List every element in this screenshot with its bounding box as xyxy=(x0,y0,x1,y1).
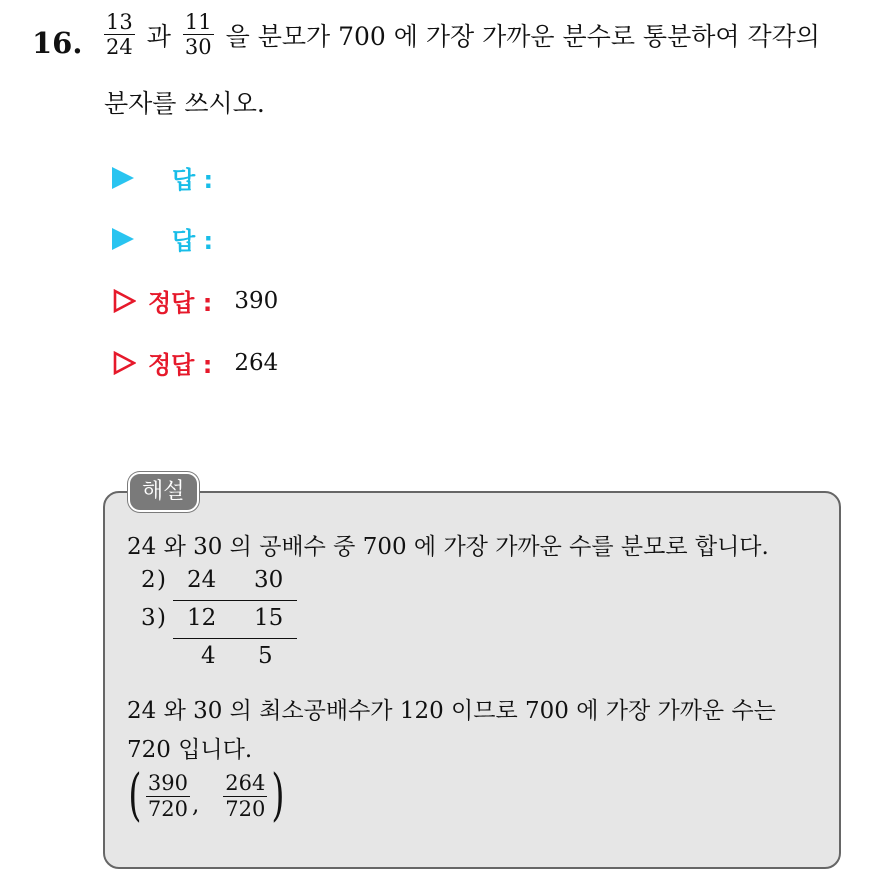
explanation-tag: 해설 xyxy=(128,472,199,512)
ladder-value: 15 xyxy=(254,605,284,631)
correct-label: 정답 : xyxy=(148,351,213,379)
explanation-line-2: 24 와 30 의 최소공배수가 120 이므로 700 에 가장 가까운 수는 xyxy=(127,698,776,724)
correct-value: 390 xyxy=(234,287,279,314)
outline-triangle-icon xyxy=(112,289,136,313)
ladder-divisor: 3 xyxy=(141,605,156,631)
answer-label: 답 : xyxy=(172,166,214,194)
fraction-numerator: 13 xyxy=(106,10,133,34)
fraction-11-30 xyxy=(183,10,214,59)
ladder-value: 24 xyxy=(187,567,217,593)
correct-label: 정답 : xyxy=(148,289,213,317)
fraction-denominator: 720 xyxy=(147,796,188,821)
ladder-divisor: 2 xyxy=(141,567,156,593)
correct-answer-row-2 xyxy=(112,345,278,380)
fraction-numerator: 11 xyxy=(184,10,212,34)
result-fractions xyxy=(124,763,289,828)
ladder-value: 5 xyxy=(258,643,273,669)
fraction-numerator: 264 xyxy=(225,771,266,796)
left-parenthesis: ( xyxy=(128,763,142,828)
play-triangle-icon xyxy=(112,167,134,189)
fraction-denominator: 30 xyxy=(184,35,212,60)
ladder-value: 4 xyxy=(201,643,216,669)
ladder-bracket: ) xyxy=(157,567,166,593)
connector-text: 과 xyxy=(146,21,171,51)
explanation-line-3: 720 입니다. xyxy=(127,737,253,763)
result-fraction-1 xyxy=(146,771,190,820)
question-line-1 xyxy=(104,10,820,59)
answer-row-1 xyxy=(112,160,213,195)
fraction-13-24 xyxy=(104,10,135,59)
correct-answer-row-1 xyxy=(112,283,278,318)
comma: , xyxy=(191,792,200,818)
play-triangle-icon xyxy=(112,228,134,250)
ladder-line xyxy=(173,638,297,639)
correct-value: 264 xyxy=(234,349,279,376)
result-fraction-2 xyxy=(223,771,267,820)
answer-label: 답 : xyxy=(172,227,214,255)
answer-row-2 xyxy=(112,221,213,256)
question-number: 16. xyxy=(32,26,83,60)
fraction-denominator: 720 xyxy=(225,796,266,821)
question-text-1: 을 분모가 700 에 가장 가까운 분수로 통분하여 각각의 xyxy=(225,21,820,51)
fraction-numerator: 390 xyxy=(147,771,188,796)
ladder-value: 30 xyxy=(254,567,284,593)
outline-triangle-icon xyxy=(112,351,136,375)
ladder-line xyxy=(173,600,297,601)
ladder-value: 12 xyxy=(187,605,217,631)
ladder-bracket: ) xyxy=(157,605,166,631)
right-parenthesis: ) xyxy=(271,763,285,828)
ladder-division xyxy=(127,565,327,675)
fraction-denominator: 24 xyxy=(106,35,133,60)
question-line-2: 분자를 쓰시오. xyxy=(104,89,265,118)
explanation-line-1: 24 와 30 의 공배수 중 700 에 가장 가까운 수를 분모로 합니다. xyxy=(127,534,769,560)
